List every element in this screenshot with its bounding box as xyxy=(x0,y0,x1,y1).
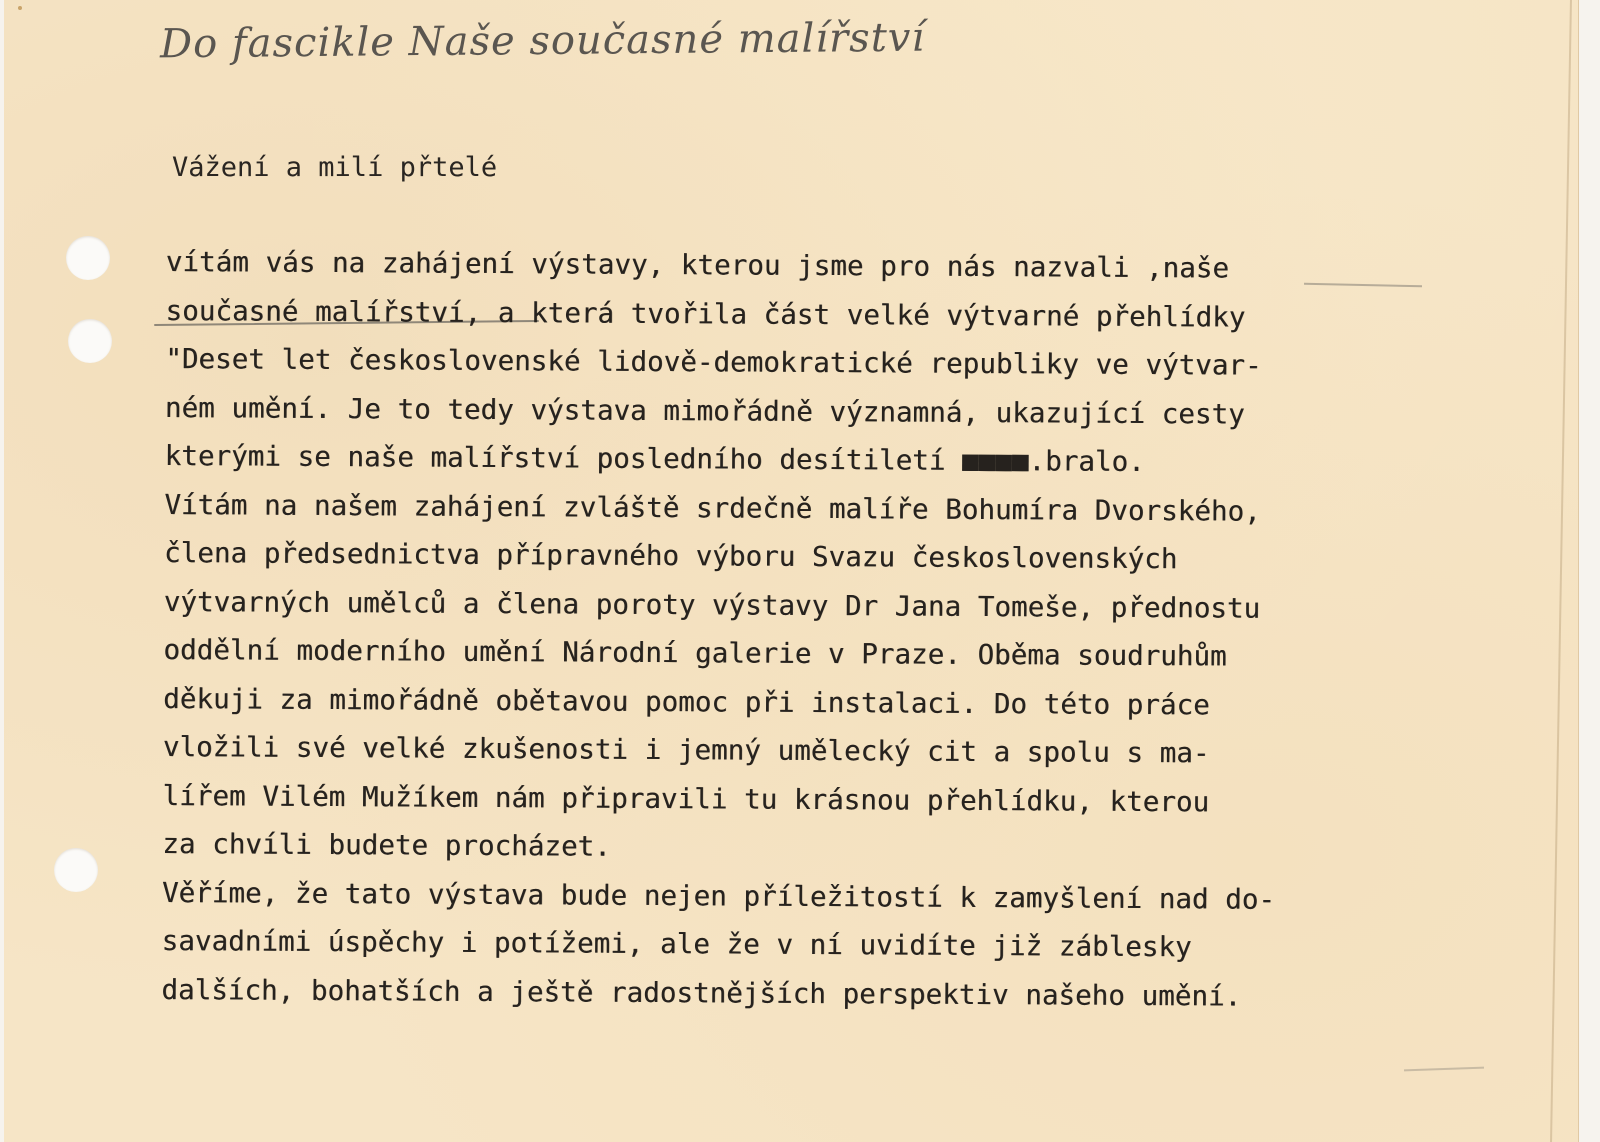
text-line: dalších, bohatších a ještě radostnějších perspektiv našeho umění. xyxy=(161,972,1242,1013)
punch-hole xyxy=(54,848,98,892)
ink-dot xyxy=(18,6,22,10)
text-line: "Deset let československé lidově-demokratické republiky ve výtvar- xyxy=(165,341,1262,382)
text-line: vítám vás na zahájení výstavy, kterou jsme pro nás nazvali ,naše xyxy=(165,244,1230,285)
paper-sheet xyxy=(4,0,1579,1142)
text-line: Vítám na našem zahájení zvláště srdečně malíře Bohumíra Dvorského, xyxy=(164,487,1261,528)
text-line: vložili své velké zkušenosti i jemný umělecký cit a spolu s ma- xyxy=(162,729,1210,770)
punch-hole xyxy=(68,319,112,363)
text-line: člena předsednictva přípravného výboru Svazu československých xyxy=(163,535,1178,576)
text-line: současné malířství, a která tvořila část velké výtvarné přehlídky xyxy=(165,293,1246,334)
text-line: oddělní moderního umění Národní galerie v Praze. Oběma soudruhům xyxy=(163,632,1227,673)
pencil-mark xyxy=(1404,1067,1484,1072)
text-line: Věříme, že tato výstava bude nejen příležitostí k zamyšlení nad do- xyxy=(161,875,1276,916)
text-line: savadními úspěchy i potížemi, ale že v ní uvidíte již záblesky xyxy=(161,923,1192,964)
punch-hole xyxy=(66,236,110,280)
typed-letter-body xyxy=(161,238,1496,1022)
text-line: za chvíli budete procházet. xyxy=(162,826,611,863)
text-line: děkuji za mimořádně obětavou pomoc při instalaci. Do této práce xyxy=(163,681,1210,721)
text-line: výtvarných umělců a člena poroty výstavy Dr Jana Tomeše, přednostu xyxy=(163,584,1261,625)
text-line: lířem Vilém Mužíkem nám připravili tu krásnou přehlídku, kterou xyxy=(162,778,1210,818)
handwritten-note: Do fascikle Naše současné malířství xyxy=(159,14,926,68)
salutation: Vážení a milí přtelé xyxy=(172,152,498,183)
paper-edge xyxy=(1550,0,1572,1142)
text-line: ném umění. Je to tedy výstava mimořádně významná, ukazující cesty xyxy=(164,390,1245,431)
text-line: kterými se naše malířství posledního desítiletí ■■■■.bralo. xyxy=(164,438,1145,478)
